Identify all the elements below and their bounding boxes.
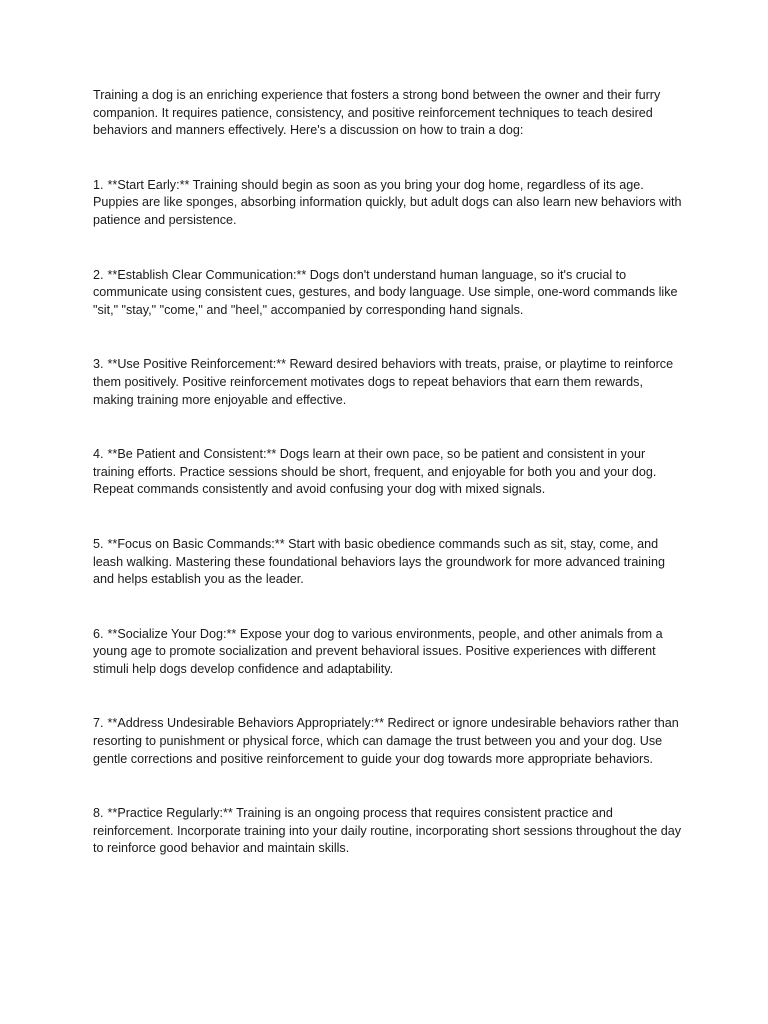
list-item-text: **Practice Regularly:** Training is an ongoing process that requires consistent practice and reinforcement. Incorporate training into your daily routine, incorporating short sessions throughout the day to reinforce good behavior and maintain skills.	[93, 806, 682, 856]
list-item	[93, 446, 683, 499]
list-item-number: 1.	[93, 177, 104, 192]
list-item	[93, 536, 683, 589]
list-item-number: 6.	[93, 626, 104, 641]
list-item-text: **Be Patient and Consistent:** Dogs learn at their own pace, so be patient and consistent in your training efforts. Practice sessions should be short, frequent, and enjoyable for both you and your dog. Repeat commands consistently and avoid confusing your dog with mixed signals.	[93, 447, 657, 497]
list-item	[93, 805, 683, 858]
list-item-text: **Establish Clear Communication:** Dogs don't understand human language, so it's crucial to communicate using consistent cues, gestures, and body language. Use simple, one-word commands like "sit," "stay," "come," and "heel," accompanied by corresponding hand signals.	[93, 267, 678, 317]
document-body	[93, 87, 683, 895]
list-item	[93, 267, 683, 320]
list-item-number: 4.	[93, 447, 104, 462]
intro-paragraph: Training a dog is an enriching experience that fosters a strong bond between the owner and their furry companion. It requires patience, consistency, and positive reinforcement techniques to teach desired behaviors and manners effectively. Here's a discussion on how to train a dog:	[93, 88, 661, 138]
list-item-number: 2.	[93, 267, 104, 282]
list-item-text: **Socialize Your Dog:** Expose your dog to various environments, people, and other animals from a young age to promote socialization and prevent behavioral issues. Positive experiences with different stimuli help dogs develop confidence and adaptability.	[93, 626, 663, 676]
list-item-number: 3.	[93, 357, 104, 372]
list-item	[93, 356, 683, 409]
list-item	[93, 626, 683, 679]
list-item-number: 5.	[93, 536, 104, 551]
list-item	[93, 715, 683, 768]
list-item-text: **Focus on Basic Commands:** Start with basic obedience commands such as sit, stay, come, and leash walking. Mastering these foundational behaviors lays the groundwork for more advanced training and helps establish you as the leader.	[93, 536, 665, 587]
list-item-text: **Start Early:** Training should begin as soon as you bring your dog home, regardless of its age. Puppies are like sponges, absorbing information quickly, but adult dogs can also learn new behaviors with patience and persistence.	[93, 177, 682, 227]
list-item-number: 7.	[93, 716, 104, 731]
list-item-text: **Address Undesirable Behaviors Appropriately:** Redirect or ignore undesirable behaviors rather than resorting to punishment or physical force, which can damage the trust between you and your dog. Use gentle corrections and positive reinforcement to guide your dog towards more appropriate behaviors.	[93, 716, 679, 766]
list-item	[93, 177, 683, 230]
list-item-number: 8.	[93, 806, 104, 821]
list-item-text: **Use Positive Reinforcement:** Reward desired behaviors with treats, praise, or playtime to reinforce them positively. Positive reinforcement motivates dogs to repeat behaviors that earn them rewards, making training more enjoyable and effective.	[93, 357, 674, 407]
